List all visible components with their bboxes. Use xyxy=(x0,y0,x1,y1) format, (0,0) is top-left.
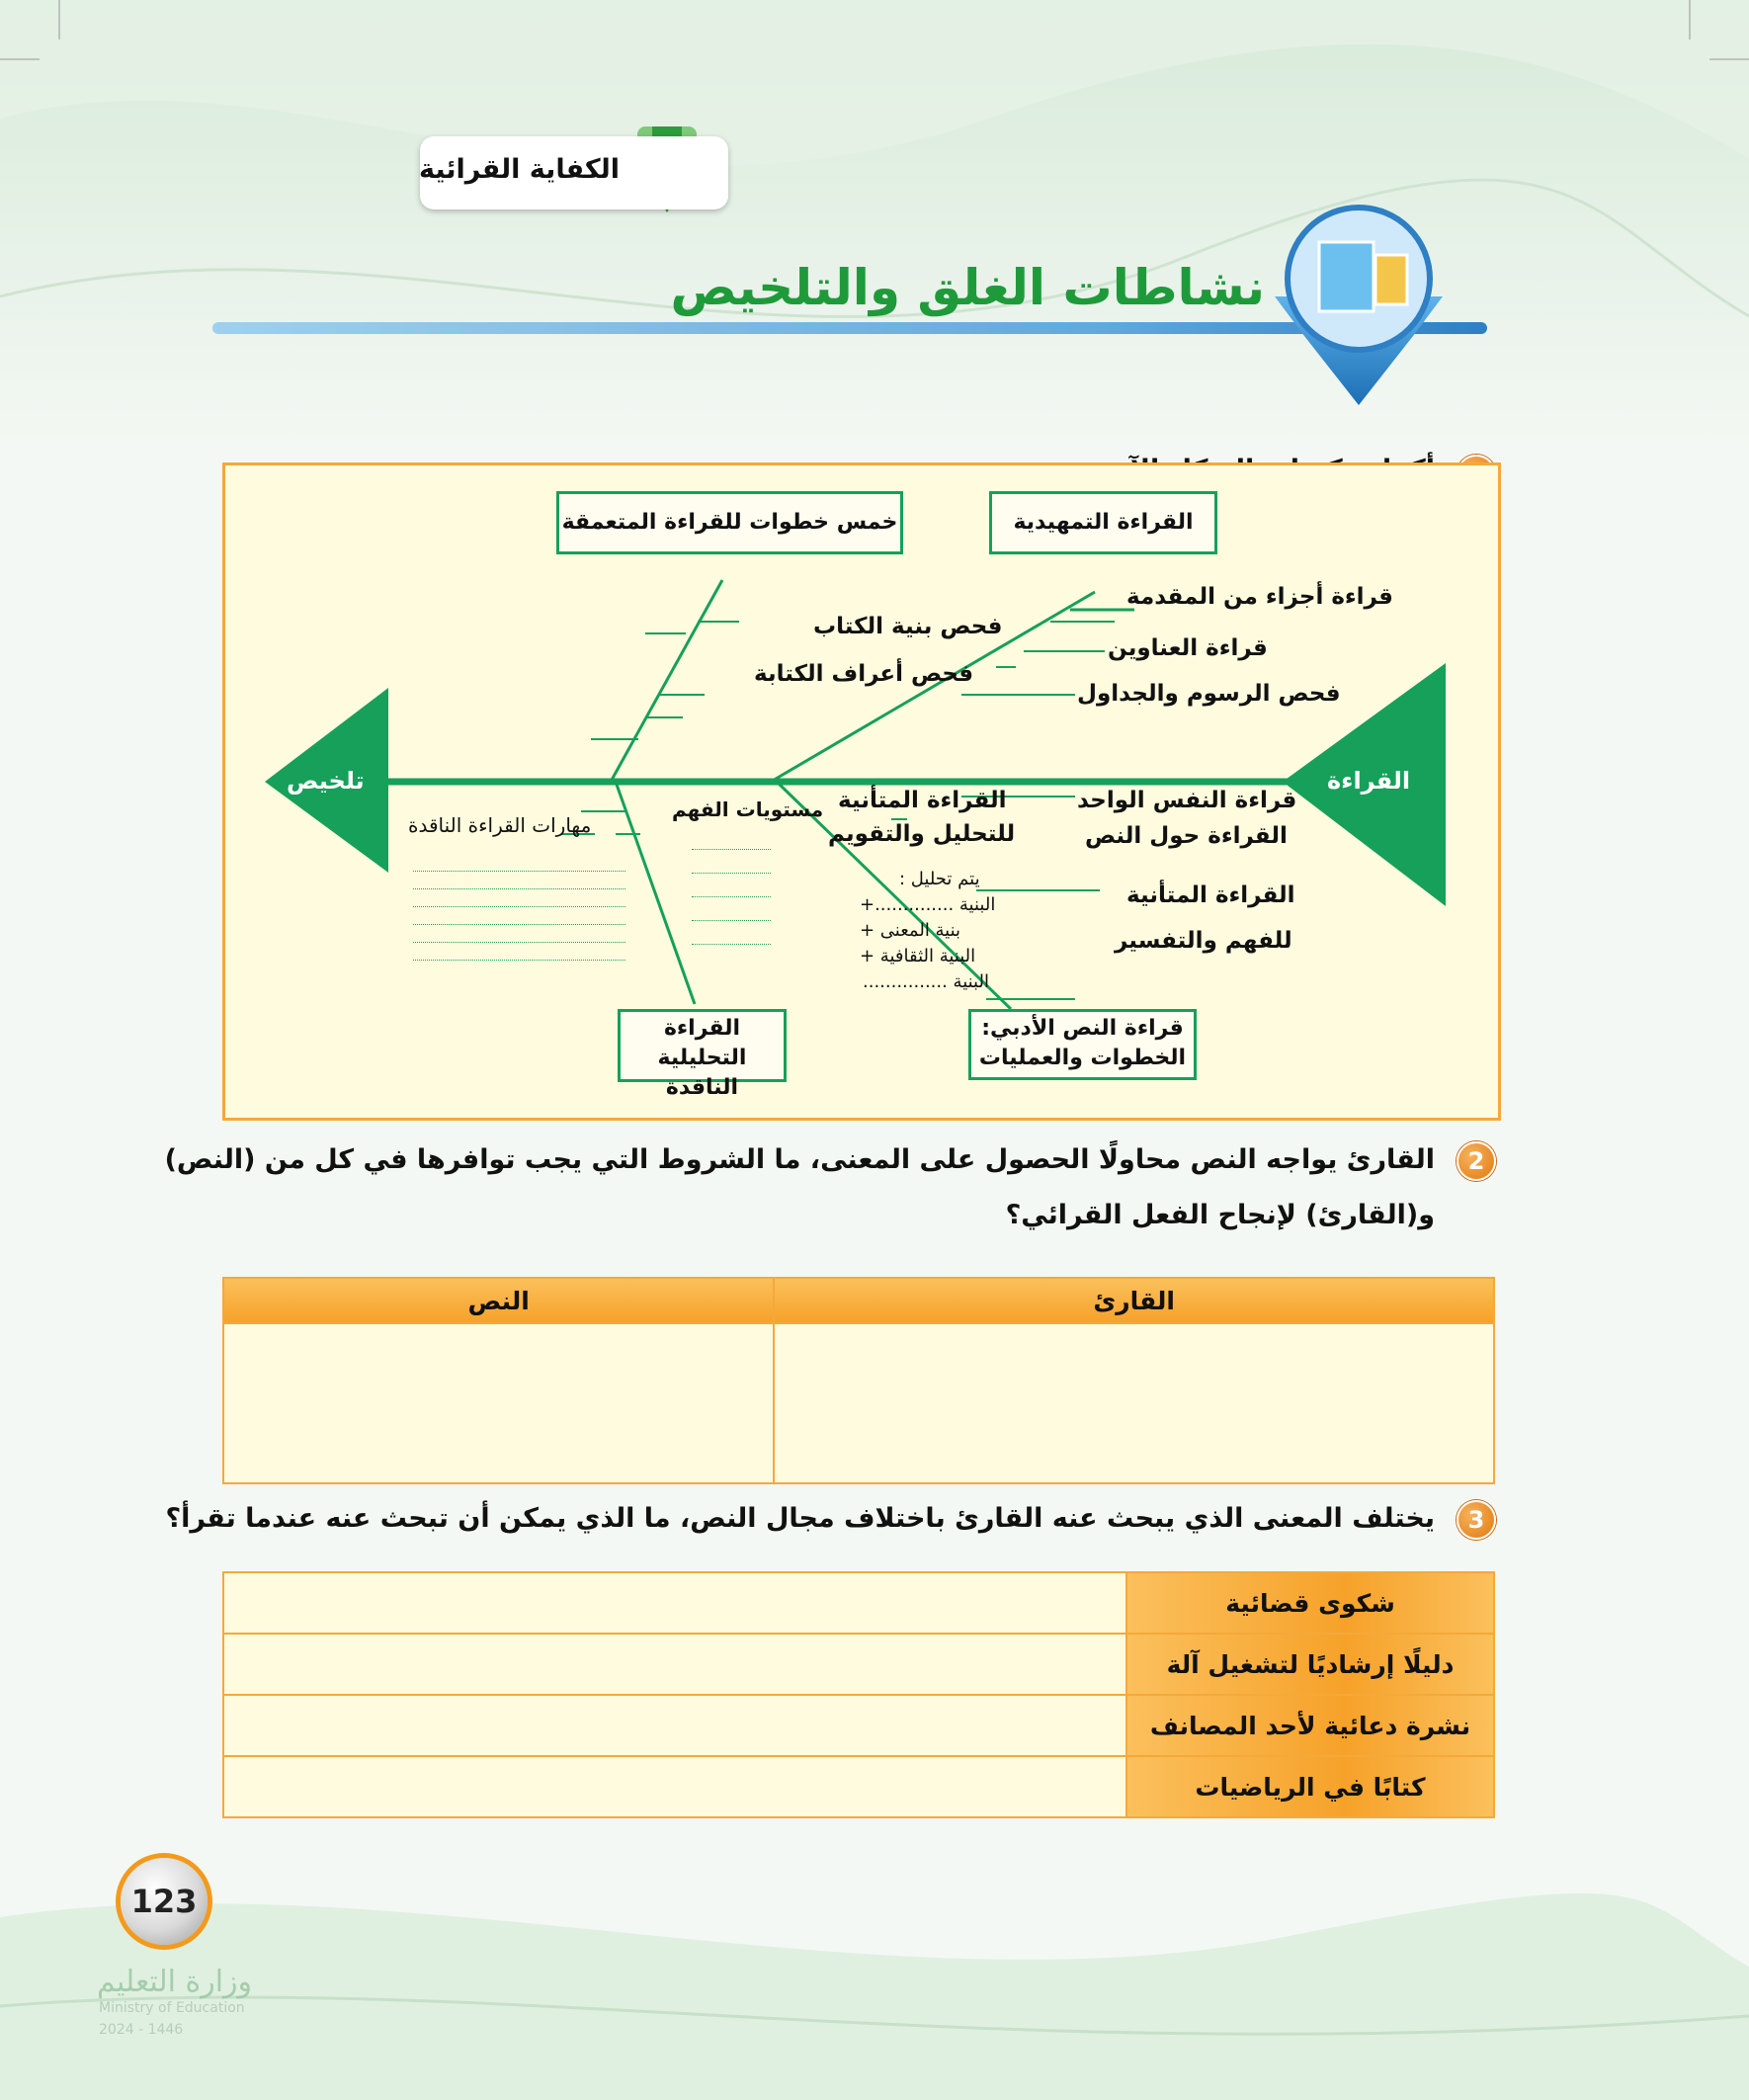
row-label: شكوى قضائية xyxy=(1126,1572,1494,1634)
analysis-heading: للتحليل والتقويم xyxy=(828,821,1016,847)
reader-answer-cell[interactable] xyxy=(774,1323,1494,1483)
page-number: 123 xyxy=(121,1858,208,1945)
ministry-english: Ministry of Education xyxy=(99,2000,245,2016)
question-2-prompt-line-2: و(القارئ) لإنجاح الفعل القرائي؟ xyxy=(1005,1200,1435,1230)
fishbone-diagram xyxy=(222,462,1501,1121)
fish-tail-label: تلخيص xyxy=(287,767,365,795)
analysis-sub: البنية الثقافية + xyxy=(860,946,976,966)
deep-item: فحص أعراف الكتابة xyxy=(754,661,974,687)
column-header-reader: القارئ xyxy=(774,1278,1494,1323)
answer-cell[interactable] xyxy=(223,1695,1126,1756)
question-3-prompt: يختلف المعنى الذي يبحث عنه القارئ باختلاف مجال النص، ما الذي يمكن أن تبحث عنه عندما تقرأ؟ xyxy=(165,1503,1435,1534)
box-literary-reading: قراءة النص الأدبي: الخطوات والعمليات xyxy=(968,1009,1197,1080)
text-answer-cell[interactable] xyxy=(223,1323,774,1483)
literary-item: القراءة المتأنية xyxy=(1126,882,1295,908)
analysis-sub: بنية المعنى + xyxy=(860,920,961,941)
ministry-logo-text: وزارة التعليم xyxy=(97,1965,253,1999)
answer-cell[interactable] xyxy=(223,1572,1126,1634)
answer-cell[interactable] xyxy=(223,1756,1126,1817)
box-deep-reading: خمس خطوات للقراءة المتعمقة xyxy=(556,491,903,554)
question-2-prompt-line-1: القارئ يواجه النص محاولًا الحصول على المعنى، ما الشروط التي يجب توافرها في كل من (النص) xyxy=(164,1144,1435,1175)
analysis-sub: البنية ..............+ xyxy=(860,894,996,915)
literary-item: قراءة النفس الواحد xyxy=(1077,788,1297,813)
section-label: الكفاية القرائية xyxy=(419,154,620,185)
box-critical-reading: القراءة التحليلية الناقدة xyxy=(618,1009,787,1082)
row-label: نشرة دعائية لأحد المصانف xyxy=(1126,1695,1494,1756)
box-intro-reading: القراءة التمهيدية xyxy=(989,491,1217,554)
edition-year: 2024 - 1446 xyxy=(99,2022,184,2038)
column-header-text: النص xyxy=(223,1278,774,1323)
row-label: دليلًا إرشاديًا لتشغيل آلة xyxy=(1126,1634,1494,1695)
question-number-3: 3 xyxy=(1457,1500,1496,1540)
section-pill xyxy=(420,136,728,210)
literary-item: القراءة حول النص xyxy=(1085,823,1288,849)
understanding-levels-label: مستويات الفهم xyxy=(672,798,824,821)
question-number-2: 2 xyxy=(1457,1141,1496,1181)
answer-cell[interactable] xyxy=(223,1634,1126,1695)
page-title: نشاطات الغلق والتلخيص xyxy=(670,259,1265,316)
critical-skills-label: مهارات القراءة الناقدة xyxy=(408,813,592,837)
text-types-table xyxy=(222,1571,1495,1818)
analysis-sub: يتم تحليل : xyxy=(899,869,980,889)
intro-item: قراءة العناوين xyxy=(1108,635,1268,661)
analysis-heading: القراءة المتأنية xyxy=(838,788,1007,813)
intro-item: فحص الرسوم والجداول xyxy=(1077,681,1341,707)
reader-text-table xyxy=(222,1277,1495,1484)
literary-item: للفهم والتفسير xyxy=(1115,928,1292,954)
analysis-sub: البنية ............... xyxy=(863,971,989,992)
intro-item: قراءة أجزاء من المقدمة xyxy=(1126,584,1393,610)
fish-head-label: القراءة xyxy=(1327,767,1411,795)
deep-item: فحص بنية الكتاب xyxy=(813,614,1003,639)
row-label: كتابًا في الرياضيات xyxy=(1126,1756,1494,1817)
